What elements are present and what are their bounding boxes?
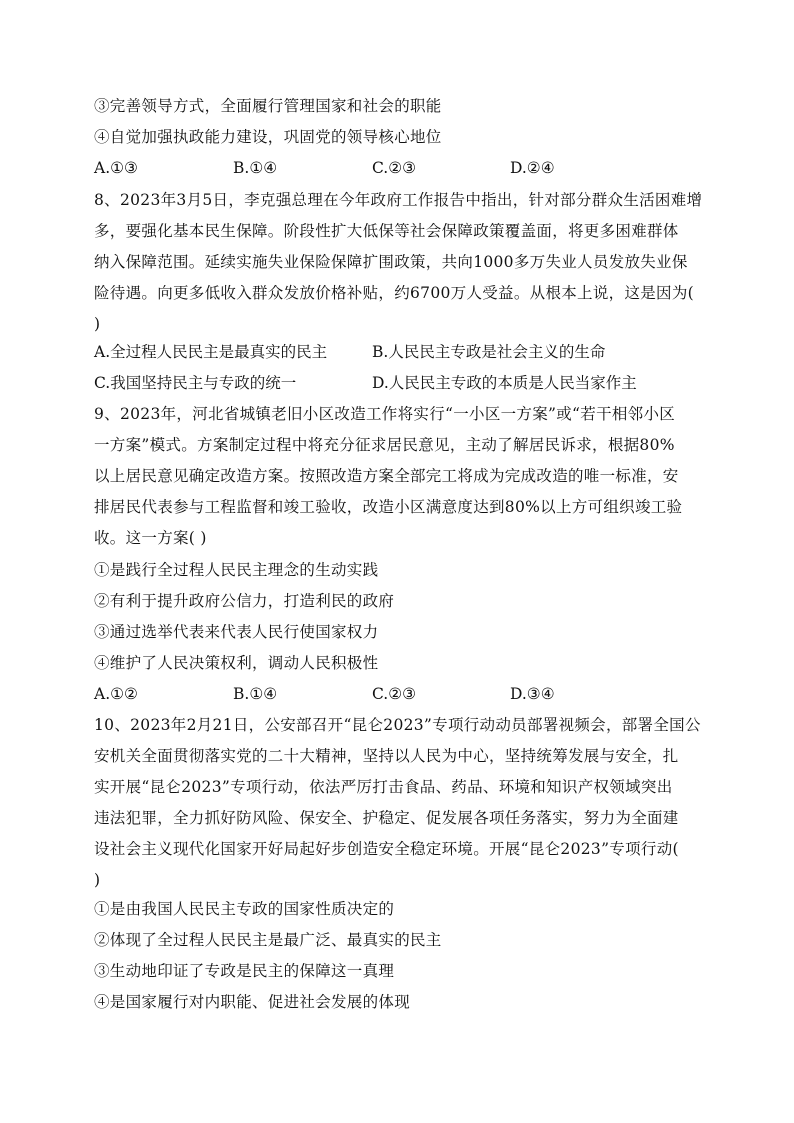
q9-stem-line-3: 以上居民意见确定改造方案。按照改造方案全部完工将成为完成改造的唯一标准，安 (94, 467, 679, 485)
q8-stem-line-3: 纳入保障范围。延续实施失业保险保障扩围政策，共向1000多万失业人员发放失业保 (94, 253, 688, 271)
q9-option-a: A.①② (94, 685, 138, 703)
q7-options (94, 158, 704, 178)
q8-option-d: D.人民民主专政的本质是人民当家作主 (372, 374, 637, 392)
q10-stem-line-5: 设社会主义现代化国家开好局起好步创造安全稳定环境。开展“昆仑2023”专项行动( (94, 840, 679, 858)
q7-item-4: ④自觉加强执政能力建设，巩固党的领导核心地位 (94, 128, 442, 146)
q7-option-b: B.①④ (233, 159, 278, 177)
q9-options (94, 684, 704, 704)
q8-stem-line-4: 险待遇。向更多低收入群众发放价格补贴，约6700万人受益。从根本上说，这是因为( (94, 284, 694, 302)
q9-option-b: B.①④ (233, 685, 278, 703)
q10-stem-line-3: 实开展“昆仑2023”专项行动，依法严厉打击食品、药品、环境和知识产权领域突出 (94, 778, 673, 796)
q9-stem-line-2: 一方案”模式。方案制定过程中将充分征求居民意见，主动了解居民诉求，根据80% (94, 436, 675, 454)
q9-stem-line-5: 收。这一方案( ) (94, 529, 207, 547)
q10-stem-line-1: 10、2023年2月21日，公安部召开“昆仑2023”专项行动动员部署视频会，部署全国公 (94, 716, 701, 734)
q7-option-c: C.②③ (372, 159, 417, 177)
q8-option-a: A.全过程人民民主是最真实的民主 (94, 343, 328, 361)
q8-stem-line-2: 多，要强化基本民生保障。阶段性扩大低保等社会保障政策覆盖面，将更多困难群体 (94, 222, 679, 240)
q9-option-d: D.③④ (510, 685, 555, 703)
q10-stem-line-2: 安机关全面贯彻落实党的二十大精神，坚持以人民为中心，坚持统筹发展与安全，扎 (94, 747, 679, 765)
q7-option-a: A.①③ (94, 159, 138, 177)
q10-stem-line-6: ) (94, 871, 101, 889)
q10-item-4: ④是国家履行对内职能、促进社会发展的体现 (94, 993, 411, 1011)
q8-options-row-1 (94, 342, 704, 362)
q10-item-2: ②体现了全过程人民民主是最广泛、最真实的民主 (94, 931, 442, 949)
q8-stem-line-5: ) (94, 315, 101, 333)
q9-item-2: ②有利于提升政府公信力，打造利民的政府 (94, 592, 395, 610)
q9-stem-line-1: 9、2023年，河北省城镇老旧小区改造工作将实行“一小区一方案”或“若干相邻小区 (94, 405, 676, 423)
q10-item-1: ①是由我国人民民主专政的国家性质决定的 (94, 900, 395, 918)
q8-option-b: B.人民民主专政是社会主义的生命 (372, 343, 606, 361)
q8-stem-line-1: 8、2023年3月5日，李克强总理在今年政府工作报告中指出，针对部分群众生活困难增 (94, 191, 703, 209)
q9-option-c: C.②③ (372, 685, 417, 703)
q9-item-1: ①是践行全过程人民民主理念的生动实践 (94, 561, 379, 579)
q7-item-3: ③完善领导方式，全面履行管理国家和社会的职能 (94, 97, 442, 115)
q10-stem-line-4: 违法犯罪，全力抓好防风险、保安全、护稳定、促发展各项任务落实，努力为全面建 (94, 809, 679, 827)
q8-options-row-2 (94, 373, 704, 393)
q7-option-d: D.②④ (510, 159, 555, 177)
q10-item-3: ③生动地印证了专政是民主的保障这一真理 (94, 962, 395, 980)
q9-item-4: ④维护了人民决策权利，调动人民积极性 (94, 654, 379, 672)
q8-option-c: C.我国坚持民主与专政的统一 (94, 374, 297, 392)
q9-item-3: ③通过选举代表来代表人民行使国家权力 (94, 623, 379, 641)
q9-stem-line-4: 排居民代表参与工程监督和竣工验收，改造小区满意度达到80%以上方可组织竣工验 (94, 498, 683, 516)
